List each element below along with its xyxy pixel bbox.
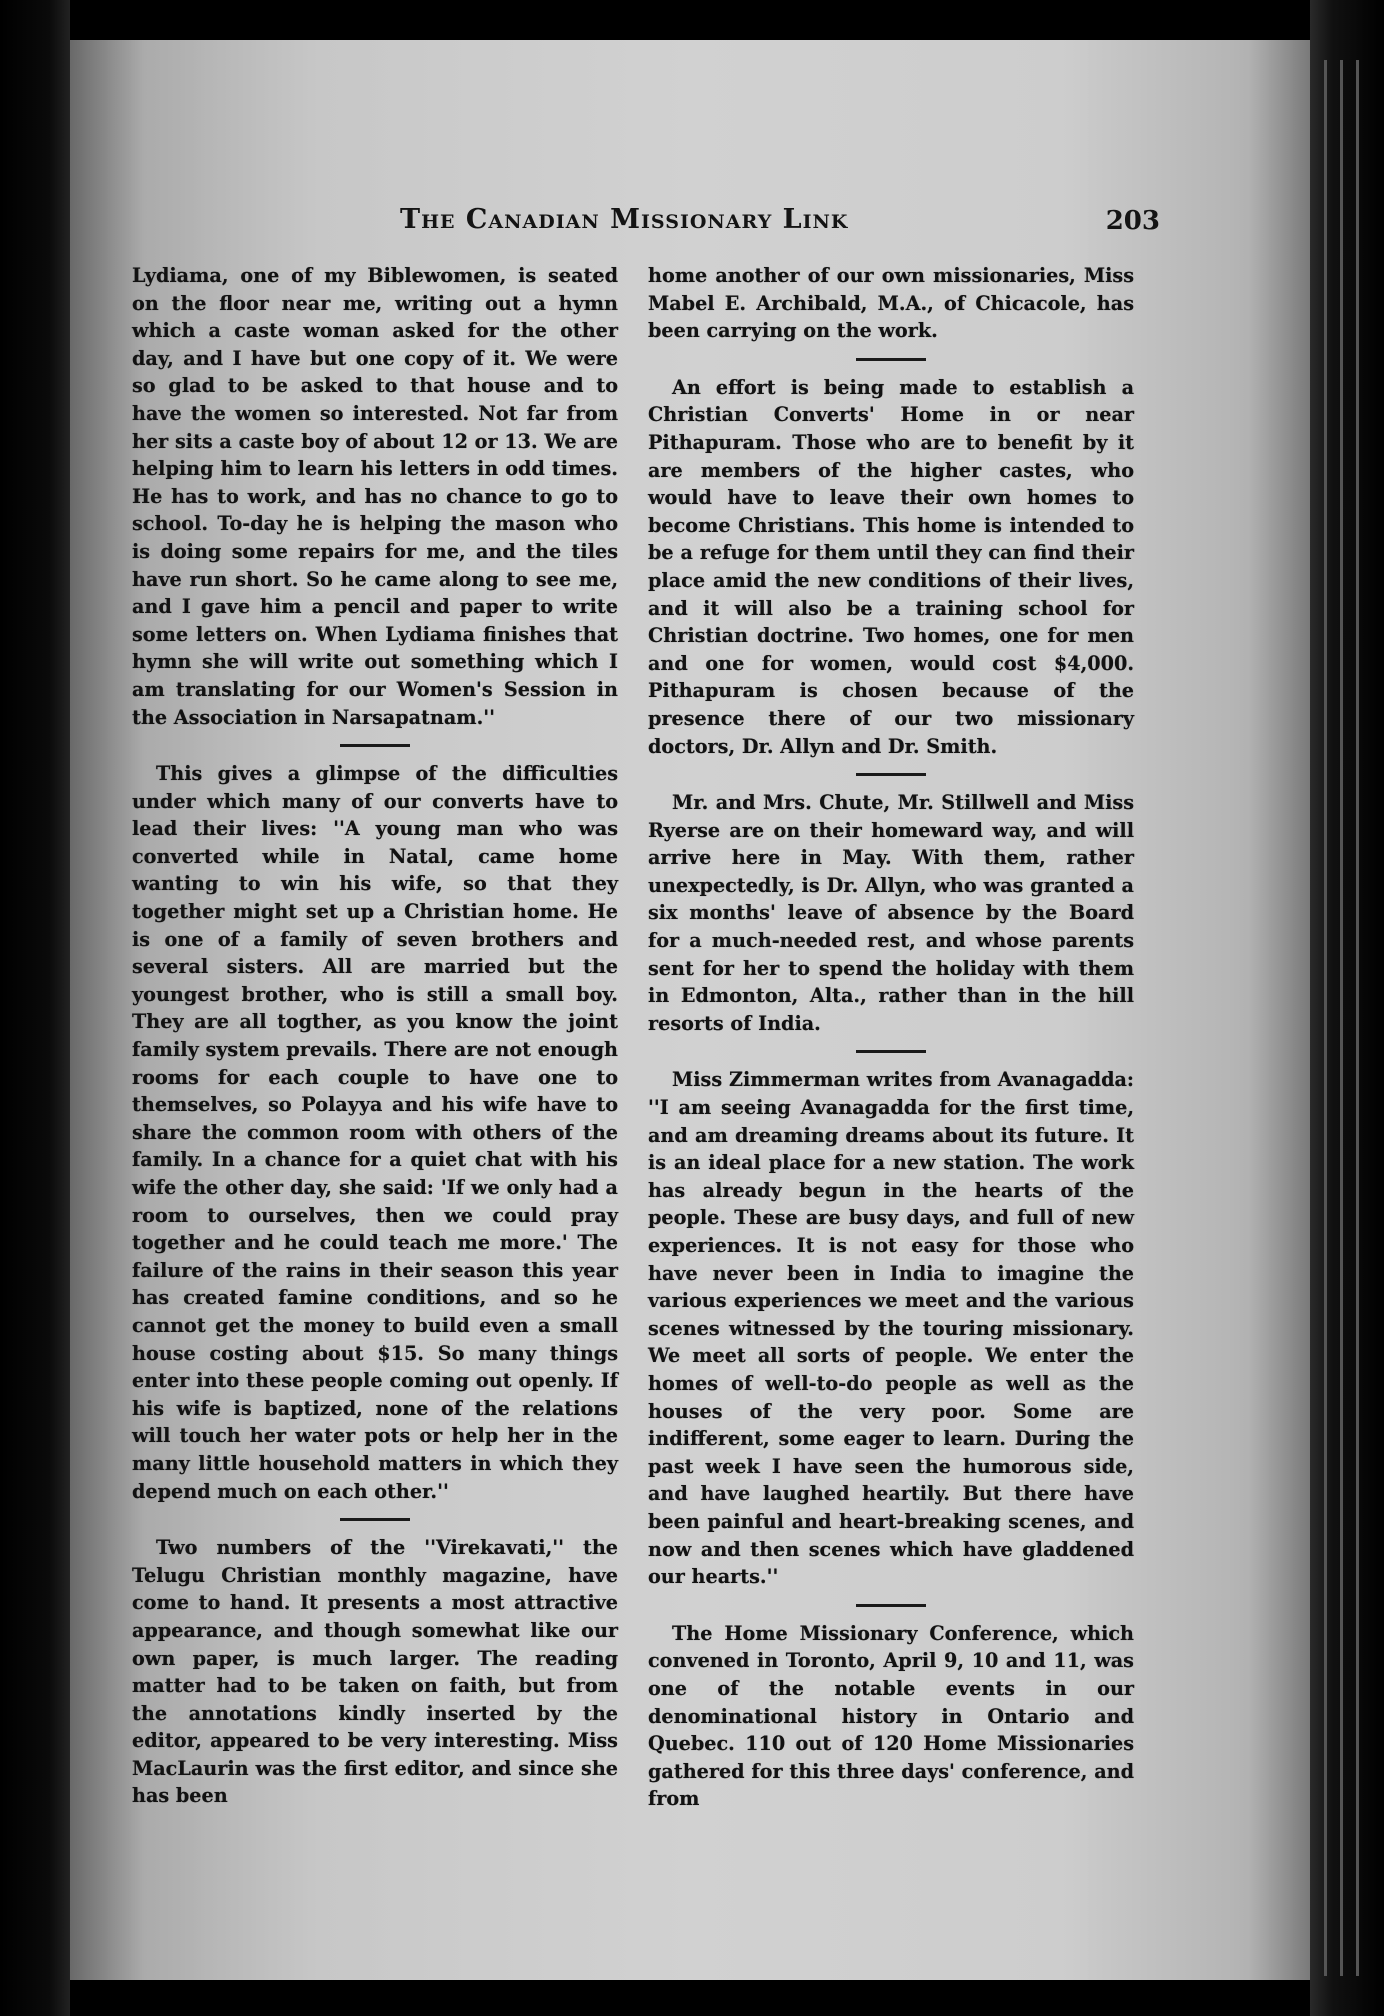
section-divider <box>340 1518 410 1521</box>
paragraph: This gives a glimpse of the difficulties under which many of our converts have to lead their lives: ''A young man who was converted while in Natal, came home wanting to win his wife, so that they together might set up a Christian home. He is one of a family of seven brothers and several sisters. All are married but the youngest brother, who is still a small boy. They are all togther, as you know the joint family system prevails. There are not enough rooms for each couple to have one to themselves, so Polayya and his wife have to share the common room with others of the family. In a chance for a quiet chat with his wife the other day, she said: 'If we only had a room to ourselves, then we could pray together and he could teach me more.' The failure of the rains in their season this year has created famine conditions, and so he cannot get the money to build even a small house costing about $15. So many things enter into these people coming out openly. If his wife is baptized, none of the relations will touch her water pots or help her in the many little household matters in which they depend much on each other.'' <box>132 762 618 1503</box>
right-column <box>648 262 1134 1813</box>
section-divider <box>856 773 926 776</box>
paragraph: Lydiama, one of my Biblewomen, is seated on the floor near me, writing out a hymn which a caste woman asked for the other day, and I have but one copy of it. We were so glad to be asked to that house and to have the women so interested. Not far from her sits a caste boy of about 12 or 13. We are helping him to learn his letters in odd times. He has to work, and has no chance to go to school. To-day he is helping the mason who is doing some repairs for me, and the tiles have run short. So he came along to see me, and I gave him a pencil and paper to write some letters on. When Lydiama finishes that hymn she will write out something which I am translating for our Women's Session in the Association in Narsapatnam.'' <box>132 264 618 729</box>
paragraph: An effort is being made to establish a Christian Converts' Home in or near Pithapuram. Those who are to benefit by it are members of the higher castes, who would have to leave their own homes to become Christians. This home is intended to be a refuge for them until they can find their place amid the new conditions of their lives, and it will also be a training school for Christian doctrine. Two homes, one for men and one for women, would cost $4,000. Pithapuram is chosen because of the presence there of our two missionary doctors, Dr. Allyn and Dr. Smith. <box>648 375 1134 758</box>
paragraph: The Home Missionary Conference, which convened in Toronto, April 9, 10 and 11, was one of the notable events in our denominational history in Ontario and Quebec. 110 out of 120 Home Missionaries gathered for this three days' conference, and from <box>648 1621 1134 1811</box>
paragraph: home another of our own missionaries, Miss Mabel E. Archibald, M.A., of Chicacole, has been carrying on the work. <box>648 264 1134 343</box>
page-edge <box>1310 0 1384 2016</box>
section-divider <box>340 744 410 747</box>
journal-title: The Canadian Missionary Link <box>400 204 849 235</box>
paragraph: Miss Zimmerman writes from Avanagadda: ''I am seeing Avanagadda for the first time, and am dreaming dreams about its future. It is an ideal place for a new station. The work has already begun in the hearts of the people. These are busy days, and full of new experiences. It is not easy for those who have never been in India to imagine the various experiences we meet and the various scenes witnessed by the touring missionary. We meet all sorts of people. We enter the homes of well-to-do people as well as the houses of the very poor. Some are indifferent, some eager to learn. During the past week I have seen the humorous side, and have laughed heartily. But there have been painful and heart-breaking scenes, and now and then scenes which have gladdened our hearts.'' <box>648 1068 1134 1589</box>
paragraph: Two numbers of the ''Virekavati,'' the Telugu Christian monthly magazine, have come to hand. It presents a most attractive appearance, and though somewhat like our own paper, is much larger. The reading matter had to be taken on faith, but from the annotations kindly inserted by the editor, appeared to be very interesting. Miss MacLaurin was the first editor, and since she has been <box>132 1536 618 1808</box>
book-binding <box>0 0 70 2016</box>
section-divider <box>856 1050 926 1053</box>
paragraph: Mr. and Mrs. Chute, Mr. Stillwell and Miss Ryerse are on their homeward way, and will arrive here in May. With them, rather unexpectedly, is Dr. Allyn, who was granted a six months' leave of absence by the Board for a much-needed rest, and whose parents sent for her to spend the holiday with them in Edmonton, Alta., rather than in the hill resorts of India. <box>648 791 1134 1035</box>
section-divider <box>856 1604 926 1607</box>
running-header <box>130 204 1160 244</box>
page-number: 203 <box>1105 206 1160 236</box>
section-divider <box>856 358 926 361</box>
left-column <box>132 262 618 1810</box>
